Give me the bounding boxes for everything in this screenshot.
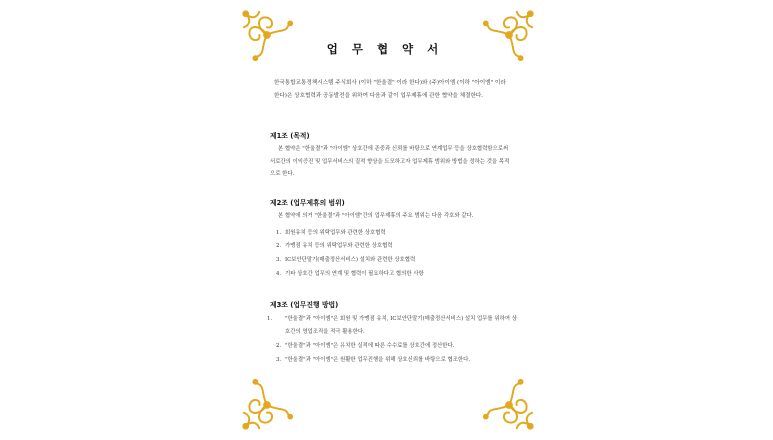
list-item: 1. "한울결"과 "아이엠"은 회원 및 가맹점 유치, IC보안단말기(매출정산서비스) 설치 업무를 위하여 상호간의 영업조직을 적극 활용한다. [267,316,517,335]
list-item: 2. 가맹점 유치 등의 위탁업무와 관련한 상호협력 [276,243,393,249]
section-1-paragraph: 본 협약은 "한울결"과 "아이엠" 상호간에 존중과 신뢰를 바탕으로 연계업무 등을 상호협력함으로써 서로간의 이익증진 및 업무서비스의 질적 향상을 도모하고자 업무제휴 범위와 방법을 정하는 것을 목적으로 한다. [270,146,510,177]
list-item: 1. 회원유치 등의 위탁업무와 관련한 상호협력 [276,230,386,236]
list-item: 4. 기타 상호간 업무의 연계 및 협력이 필요하다고 협의한 사항 [276,271,424,277]
ornament-corner-icon [480,376,538,434]
section-2-title: 제2조 (업무제휴의 범위) [270,199,345,207]
intro-paragraph: 한국통합교통정책시스템 주식회사 (이하 "한울결" 이라 한다)와 (주)아이엠 (이하 "아이엠" 이라 한다)은 상호협력과 공동발전을 위하여 다음과 같이 업무제휴에 관한 협약을 체결한다. [274,80,506,99]
ornament-corner-icon [238,376,296,434]
section-2-paragraph: 본 협약에 의거 "한울결"과 "아이엠"간의 업무제휴의 주요 범위는 다음 각호와 같다. [278,213,474,219]
list-item: 2. "한울결"과 "아이엠"은 유치한 실적에 따른 수수료를 상호간에 정산한다. [276,343,455,349]
document-page [236,0,534,440]
section-3-title: 제3조 (업무진행 방법) [270,301,339,309]
section-1-title: 제1조 (목적) [270,132,310,140]
list-item: 3. IC보안단말기(매출정산서비스) 설치와 관련한 상호협력 [276,257,416,263]
document-title: 업 무 협 약 서 [326,42,444,56]
list-item: 3. "한울결"과 "아이엠"은 원활한 업무진행을 위해 상호신뢰를 바탕으로 협조한다. [276,357,471,363]
